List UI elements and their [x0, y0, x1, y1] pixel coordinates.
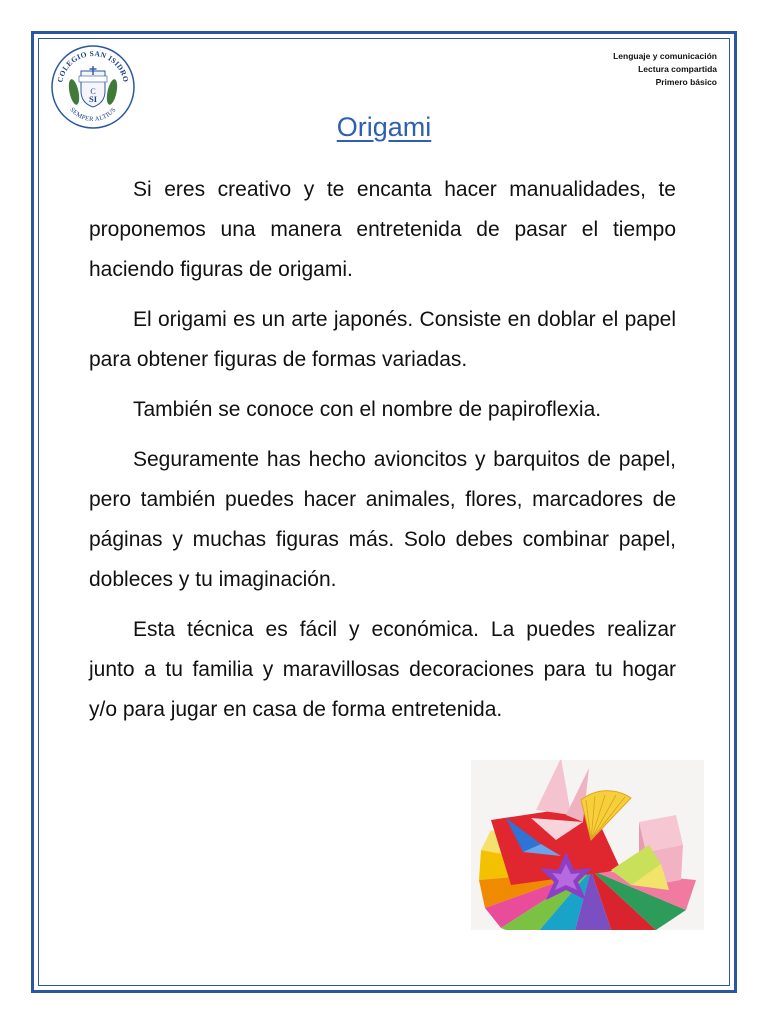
logo-arc-bottom: SEMPER ALTIUS — [68, 106, 118, 124]
page-title: Origami — [336, 112, 432, 142]
subject-line: Lenguaje y comunicación — [613, 51, 717, 61]
logo-monogram-bottom: SI — [88, 94, 98, 104]
paragraph: El origami es un arte japonés. Consiste en doblar el papel para obtener figuras de formas variadas. — [89, 308, 676, 371]
origami-photo — [471, 760, 704, 930]
reading-type-line: Lectura compartida — [638, 64, 717, 74]
grade-line: Primero básico — [655, 77, 717, 87]
paragraph: Seguramente has hecho avioncitos y barquitos de papel, pero también puedes hacer animales, flores, marcadores de páginas y muchas figuras más. Solo debes combinar papel, dobleces y tu imaginación. — [89, 448, 676, 591]
subject-info — [613, 50, 717, 89]
logo-monogram-top: C — [90, 87, 96, 96]
paragraph: También se conoce con el nombre de papiroflexia. — [133, 398, 602, 421]
logo-arc-top: COLEGIO SAN ISIDRO — [55, 48, 131, 84]
paragraph: Esta técnica es fácil y económica. La puedes realizar junto a tu familia y maravillosas decoraciones para tu hogar y/o para jugar en casa de forma entretenida. — [89, 618, 676, 721]
paragraph: Si eres creativo y te encanta hacer manualidades, te proponemos una manera entretenida de pasar el tiempo haciendo figuras de origami. — [89, 178, 676, 281]
reading-text — [89, 170, 676, 740]
